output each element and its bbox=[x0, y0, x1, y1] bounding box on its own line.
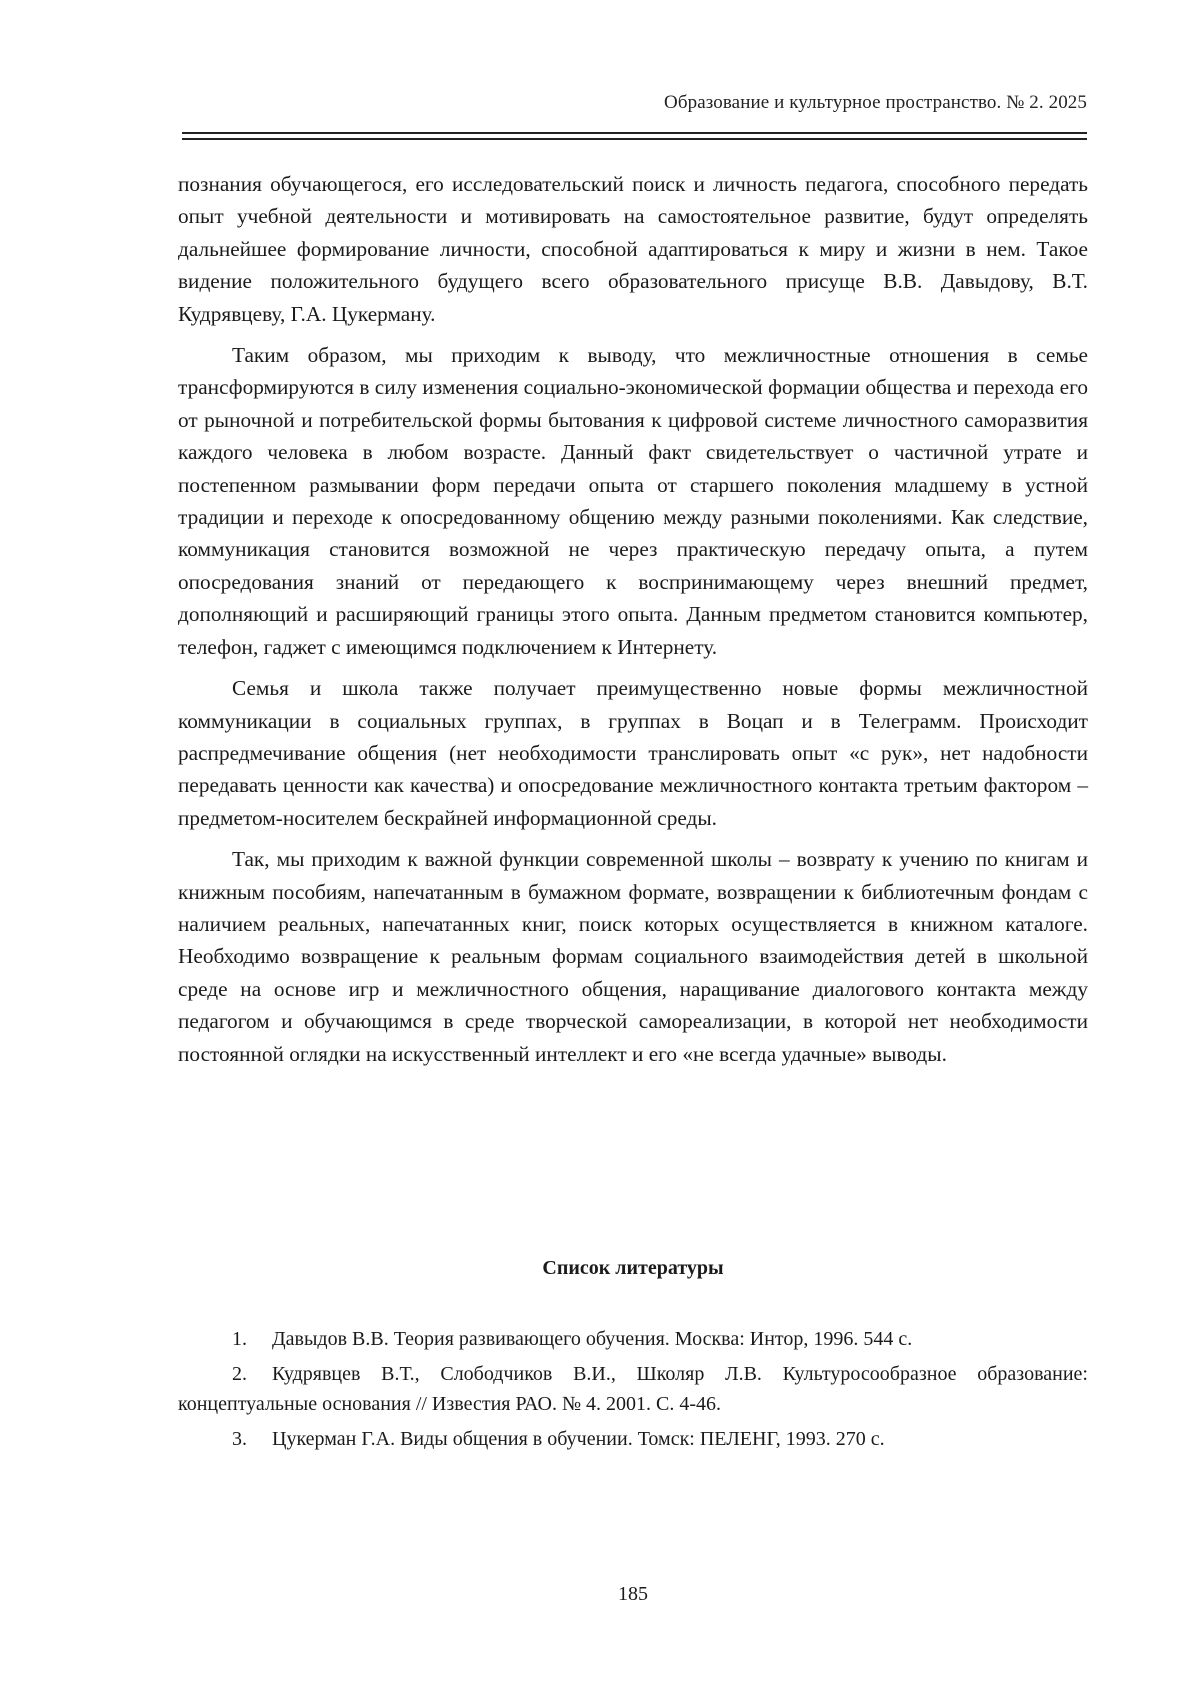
header-rule-bottom bbox=[182, 138, 1087, 140]
reference-item bbox=[178, 1359, 1088, 1419]
running-header: Образование и культурное пространство. № 2. 2025 bbox=[664, 92, 1087, 113]
reference-item bbox=[178, 1424, 1088, 1454]
reference-number: 3. bbox=[232, 1428, 247, 1450]
reference-text: Цукерман Г.А. Виды общения в обучении. Томск: ПЕЛЕНГ, 1993. 270 с. bbox=[272, 1428, 885, 1450]
reference-number: 2. bbox=[232, 1363, 247, 1385]
page-number: 185 bbox=[618, 1583, 648, 1605]
paragraph: Семья и школа также получает преимущественно новые формы межличностной коммуникации в социальных группах, в группах в Воцап и в Телеграмм. Происходит распредмечивание общения (нет необходимости транслировать опыт «с рук», нет надобности передавать ценности как качества) и опосредование межличностного контакта третьим фактором – предметом-носителем бескрайней информационной среды. bbox=[178, 676, 1088, 830]
references-list bbox=[178, 1324, 1088, 1459]
reference-text: Давыдов В.В. Теория развивающего обучения. Москва: Интор, 1996. 544 с. bbox=[272, 1328, 913, 1350]
paragraph: Таким образом, мы приходим к выводу, что межличностные отношения в семье трансформируются в силу изменения социально-экономической формации общества и перехода его от рыночной и потребительской формы бытования к цифровой системе личностного саморазвития каждого человека в любом возрасте. Данный факт свидетельствует о частичной утрате и постепенном размывании форм передачи опыта от старшего поколения младшему в устной традиции и переходе к опосредованному общению между разными поколениями. Как следствие, коммуникация становится возможной не через практическую передачу опыта, а путем опосредования знаний от передающего к воспринимающему через внешний предмет, дополняющий и расширяющий границы этого опыта. Данным предметом становится компьютер, телефон, гаджет с имеющимся подключением к Интернету. bbox=[178, 343, 1088, 659]
paragraph-continuation: познания обучающегося, его исследовательский поиск и личность педагога, способного передать опыт учебной деятельности и мотивировать на самостоятельное развитие, будут определять дальнейшее формирование личности, способной адаптироваться к миру и жизни в нем. Такое видение положительного будущего всего образовательного присуще В.В. Давыдову, В.Т. Кудрявцеву, Г.А. Цукерману. bbox=[178, 172, 1088, 326]
header-rule-top bbox=[182, 132, 1087, 134]
reference-text: Кудрявцев В.Т., Слободчиков В.И., Школяр Л.В. Культуросообразное образование: концептуальные основания // Известия РАО. № 4. 2001. С. 4-46. bbox=[178, 1363, 1088, 1415]
reference-number: 1. bbox=[232, 1328, 247, 1350]
paragraph: Так, мы приходим к важной функции современной школы – возврату к учению по книгам и книжным пособиям, напечатанным в бумажном формате, возвращении к библиотечным фондам с наличием реальных, напечатанных книг, поиск которых осуществляется в книжном каталоге. Необходимо возвращение к реальным формам социального взаимодействия детей в школьной среде на основе игр и межличностного общения, наращивание диалогового контакта между педагогом и обучающимся в среде творческой самореализации, в которой нет необходимости постоянной оглядки на искусственный интеллект и его «не всегда удачные» выводы. bbox=[178, 847, 1088, 1066]
references-heading: Список литературы bbox=[542, 1257, 724, 1279]
reference-item bbox=[178, 1324, 1088, 1354]
article-body bbox=[178, 168, 1088, 1070]
